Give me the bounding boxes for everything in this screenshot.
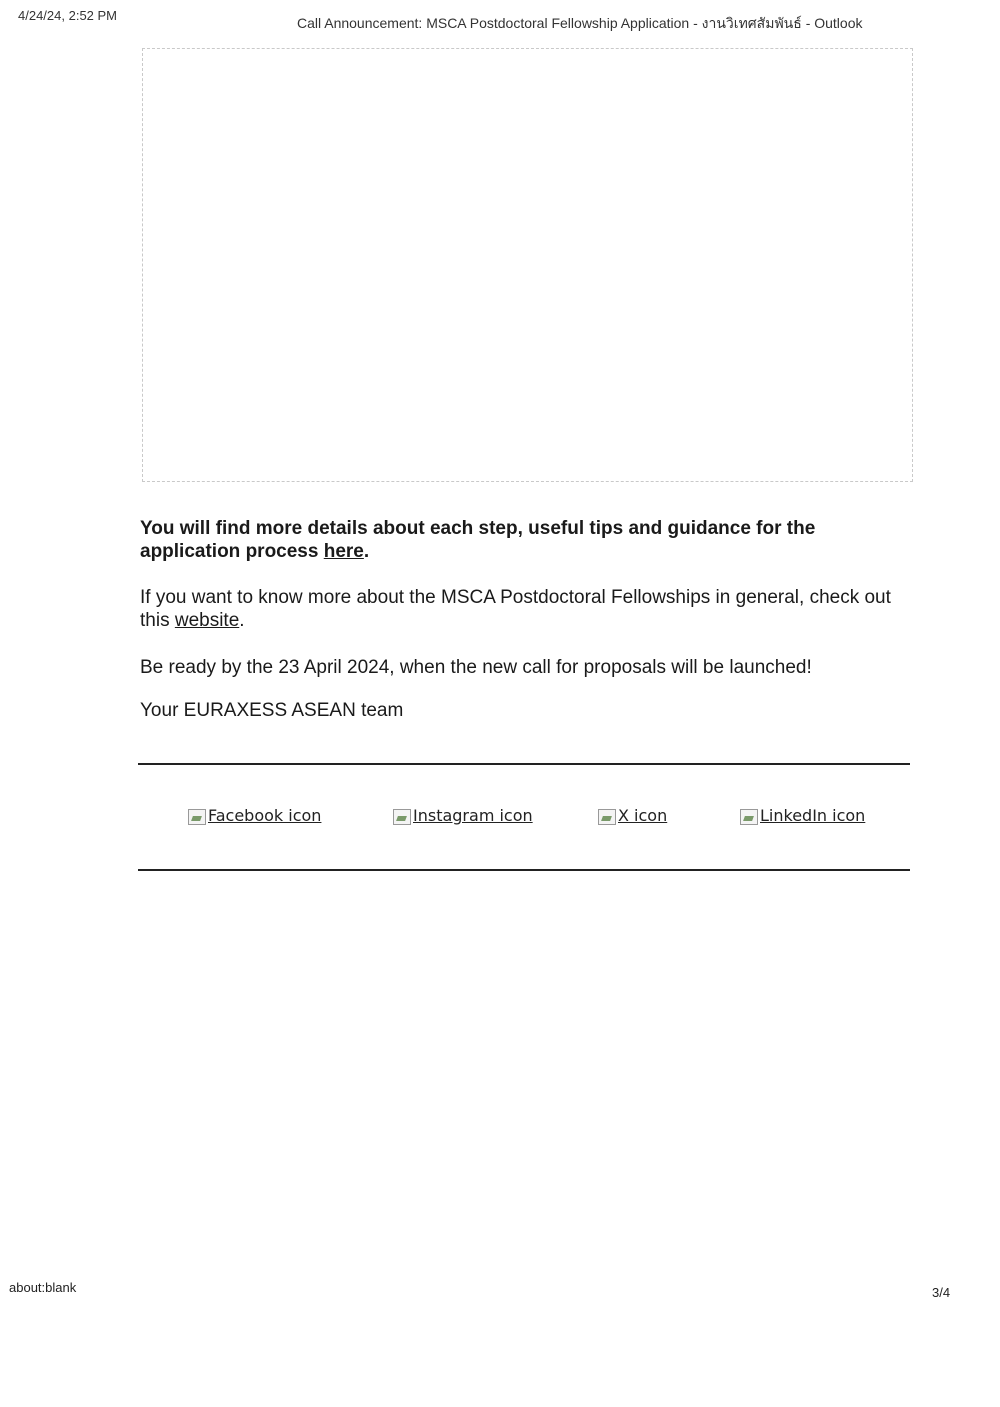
page-number: 3/4 [932, 1285, 951, 1300]
details-paragraph [140, 517, 910, 563]
general-info-paragraph [140, 586, 910, 632]
divider-bottom [138, 869, 910, 871]
broken-image-icon [740, 809, 758, 825]
broken-image-icon [188, 809, 206, 825]
ready-paragraph: Be ready by the 23 April 2024, when the new call for proposals will be launched! [140, 657, 812, 678]
facebook-icon: Facebook icon [208, 806, 322, 825]
details-end: . [363, 541, 370, 562]
print-datetime: 4/24/24, 2:52 PM [18, 8, 118, 23]
email-image-placeholder [142, 48, 913, 482]
general-text: If you want to know more about the MSCA Postdoctoral Fellowships in general, check out this [140, 587, 891, 631]
facebook-link[interactable] [188, 806, 321, 825]
signoff: Your EURAXESS ASEAN team [140, 700, 404, 721]
instagram-link[interactable] [393, 806, 533, 825]
x-icon: X icon [618, 806, 668, 825]
divider-top [138, 763, 910, 765]
here-link[interactable]: here [323, 541, 364, 562]
x-link[interactable] [598, 806, 667, 825]
details-text: You will find more details about each step, useful tips and guidance for the application process [140, 518, 816, 562]
general-end: . [239, 610, 245, 631]
broken-image-icon [598, 809, 616, 825]
linkedin-link[interactable] [740, 806, 865, 825]
website-link[interactable]: website [174, 610, 240, 631]
broken-image-icon [393, 809, 411, 825]
print-url: about:blank [9, 1280, 77, 1295]
instagram-icon: Instagram icon [413, 806, 533, 825]
print-page-title: Call Announcement: MSCA Postdoctoral Fellowship Application - งานวิเทศสัมพันธ์ - Outlook [297, 15, 863, 31]
linkedin-icon: LinkedIn icon [760, 806, 866, 825]
